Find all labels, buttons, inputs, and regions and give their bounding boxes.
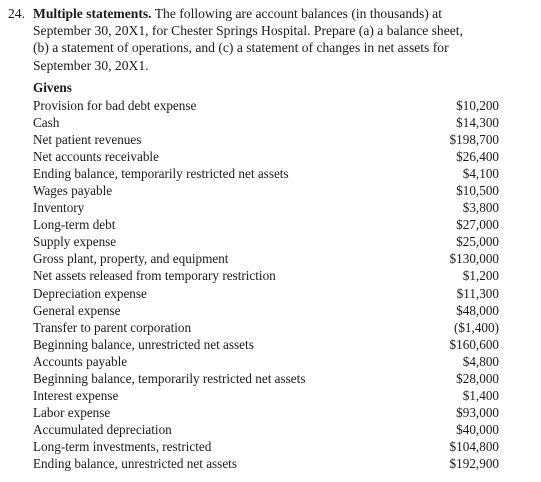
row-value: $40,000: [456, 421, 499, 437]
row-label: Transfer to parent corporation: [33, 319, 192, 335]
row-label: General expense: [33, 302, 121, 318]
row-value: $192,900: [449, 455, 499, 471]
givens-table: [33, 79, 499, 472]
row-value: $3,800: [462, 200, 499, 216]
row-label: Ending balance, unrestricted net assets: [33, 455, 237, 471]
row-label: Inventory: [33, 200, 85, 216]
table-row: [33, 421, 499, 438]
row-label: Long-term investments, restricted: [33, 438, 212, 454]
problem-text-1: The following are account balances (in thousands) at: [154, 6, 442, 21]
table-row: [33, 199, 499, 216]
row-label: Accounts payable: [33, 353, 128, 369]
row-value: $27,000: [456, 217, 499, 233]
row-label: Provision for bad debt expense: [33, 98, 197, 113]
row-value: $25,000: [456, 234, 499, 250]
table-row: [33, 267, 499, 284]
row-value: $14,300: [456, 115, 499, 131]
row-label: Net assets released from temporary restriction: [33, 268, 276, 284]
row-value: $1,200: [462, 268, 499, 284]
problem-line-1: [8, 5, 508, 22]
problem-line-3: (b) a statement of operations, and (c) a statement of changes in net assets for: [33, 40, 449, 56]
row-label: Beginning balance, temporarily restricted net assets: [33, 370, 306, 386]
row-label: Supply expense: [33, 234, 117, 250]
row-label: Long-term debt: [33, 217, 116, 233]
problem-statement: [8, 5, 508, 74]
table-row: [33, 302, 499, 319]
table-row: [33, 353, 499, 370]
row-value: ($1,400): [453, 319, 499, 335]
problem-number: 24.: [8, 6, 25, 21]
table-row: [33, 404, 499, 421]
row-value: $4,800: [462, 353, 499, 369]
row-label: Depreciation expense: [33, 285, 147, 301]
table-row: [33, 387, 499, 404]
row-value: $10,500: [456, 183, 499, 199]
table-row: [33, 165, 499, 182]
row-label: Accumulated depreciation: [33, 421, 172, 437]
givens-heading: Givens: [33, 80, 72, 95]
table-row: [33, 182, 499, 199]
row-label: Ending balance, temporarily restricted net assets: [33, 166, 289, 182]
row-value: $4,100: [462, 166, 499, 182]
row-value: $198,700: [449, 132, 499, 148]
table-row: [33, 233, 499, 250]
problem-title: Multiple statements.: [33, 6, 152, 21]
problem-line-2: September 30, 20X1, for Chester Springs Hospital. Prepare (a) a balance sheet,: [33, 23, 463, 39]
givens-rows: [33, 97, 499, 472]
table-row: [33, 250, 499, 267]
row-value: $11,300: [456, 285, 499, 301]
row-label: Cash: [33, 115, 60, 131]
row-value: $10,200: [456, 98, 499, 113]
row-value: $1,400: [462, 387, 499, 403]
row-label: Wages payable: [33, 183, 113, 199]
row-value: $26,400: [456, 149, 499, 165]
row-label: Net patient revenues: [33, 132, 142, 148]
table-row: [33, 216, 499, 233]
table-row: [33, 336, 499, 353]
table-row: [33, 319, 499, 336]
row-value: $104,800: [449, 438, 499, 454]
table-row: [33, 285, 499, 302]
problem-line-4: September 30, 20X1.: [33, 57, 149, 73]
table-row: [33, 148, 499, 165]
table-row: [33, 455, 499, 472]
row-label: Gross plant, property, and equipment: [33, 251, 229, 267]
row-value: $93,000: [456, 404, 499, 420]
row-label: Interest expense: [33, 387, 119, 403]
table-row: [33, 370, 499, 387]
row-value: $28,000: [456, 370, 499, 386]
row-value: $48,000: [456, 302, 499, 318]
table-row: [33, 114, 499, 131]
row-value: $160,600: [449, 336, 499, 352]
table-row: [33, 97, 499, 114]
row-label: Labor expense: [33, 404, 111, 420]
row-value: $130,000: [449, 251, 499, 267]
row-label: Beginning balance, unrestricted net assets: [33, 336, 254, 352]
row-label: Net accounts receivable: [33, 149, 159, 165]
table-row: [33, 131, 499, 148]
table-row: [33, 438, 499, 455]
